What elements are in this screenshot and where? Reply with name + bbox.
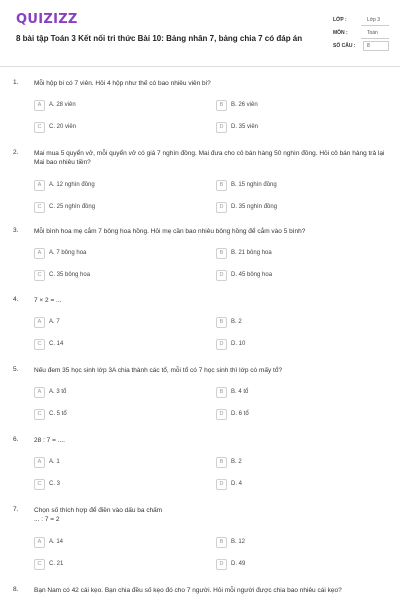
option-text: A. 28 viên bbox=[49, 102, 76, 108]
option-text: A. 3 tổ bbox=[49, 389, 67, 395]
option-letter-box: C bbox=[34, 202, 45, 213]
option-letter-box: C bbox=[34, 339, 45, 350]
option-letter-box: B bbox=[216, 457, 227, 468]
option-text: B. 26 viên bbox=[231, 102, 258, 108]
answer-option-d[interactable] bbox=[216, 479, 382, 492]
option-letter-box: C bbox=[34, 559, 45, 570]
answer-option-d[interactable] bbox=[216, 122, 382, 135]
option-letter-box: B bbox=[216, 317, 227, 328]
answer-option-a[interactable] bbox=[34, 537, 200, 550]
option-letter-box: C bbox=[34, 479, 45, 490]
question-text: 7 × 2 = ... bbox=[34, 297, 62, 304]
option-letter-box: A bbox=[34, 248, 45, 259]
option-letter-box: D bbox=[216, 339, 227, 350]
page-title: 8 bài tập Toán 3 Kết nối tri thức Bài 10: Bảng nhân 7, bảng chia 7 có đáp án bbox=[16, 34, 303, 43]
option-letter-box: B bbox=[216, 537, 227, 548]
option-letter-box: B bbox=[216, 387, 227, 398]
question-number: 7. bbox=[13, 506, 19, 513]
meta-row-so-cau bbox=[333, 40, 389, 53]
option-letter-box: A bbox=[34, 317, 45, 328]
question-number: 3. bbox=[13, 227, 19, 234]
meta-underline bbox=[361, 38, 389, 39]
answer-option-b[interactable] bbox=[216, 248, 382, 261]
option-letter-box: A bbox=[34, 387, 45, 398]
question-number: 2. bbox=[13, 149, 19, 156]
question-text: Nếu đem 35 học sinh lớp 3A chia thành các tổ, mỗi tổ có 7 học sinh thì lớp có mấy tổ? bbox=[34, 367, 283, 374]
quizizz-logo: QUIZIZZ bbox=[16, 12, 78, 27]
answer-option-d[interactable] bbox=[216, 339, 382, 352]
meta-row-lop bbox=[333, 14, 389, 27]
meta-key-mon: MÔN : bbox=[333, 30, 348, 36]
answer-option-c[interactable] bbox=[34, 270, 200, 283]
option-text: D. 6 tổ bbox=[231, 411, 249, 417]
meta-key-so-cau: SỐ CÂU : bbox=[333, 43, 356, 49]
answer-option-d[interactable] bbox=[216, 559, 382, 572]
question-text: Mỗi hộp bi có 7 viên. Hỏi 4 hộp như thế có bao nhiêu viên bi? bbox=[34, 80, 211, 87]
meta-value-so-cau: 8 bbox=[367, 43, 370, 49]
option-text: C. 20 viên bbox=[49, 124, 77, 130]
question-number: 5. bbox=[13, 366, 19, 373]
option-letter-box: D bbox=[216, 122, 227, 133]
question-text: Bạn Nam có 42 cái kẹo. Bạn chia đều số kẹo đó cho 7 người. Hỏi mỗi người được chia bao nhiêu cái kẹo? bbox=[34, 587, 342, 594]
page-header bbox=[0, 0, 400, 64]
option-letter-box: A bbox=[34, 457, 45, 468]
meta-underline bbox=[361, 25, 389, 26]
answer-option-a[interactable] bbox=[34, 100, 200, 113]
option-letter-box: A bbox=[34, 537, 45, 548]
answer-option-b[interactable] bbox=[216, 387, 382, 400]
option-text: A. 1 bbox=[49, 459, 60, 465]
option-text: A. 12 nghìn đồng bbox=[49, 182, 95, 188]
question-number: 4. bbox=[13, 296, 19, 303]
option-letter-box: C bbox=[34, 270, 45, 281]
option-text: B. 15 nghìn đồng bbox=[231, 182, 277, 188]
option-letter-box: D bbox=[216, 409, 227, 420]
option-text: B. 4 tổ bbox=[231, 389, 249, 395]
option-letter-box: B bbox=[216, 248, 227, 259]
option-text: C. 35 bông hoa bbox=[49, 272, 91, 278]
option-text: B. 12 bbox=[231, 539, 246, 545]
option-text: A. 7 bbox=[49, 319, 60, 325]
meta-value-mon: Toán bbox=[367, 30, 378, 36]
option-letter-box: A bbox=[34, 100, 45, 111]
answer-option-a[interactable] bbox=[34, 180, 200, 193]
answer-option-b[interactable] bbox=[216, 100, 382, 113]
option-text: C. 3 bbox=[49, 481, 61, 487]
option-letter-box: C bbox=[34, 409, 45, 420]
option-letter-box: C bbox=[34, 122, 45, 133]
option-text: C. 21 bbox=[49, 561, 64, 567]
answer-option-b[interactable] bbox=[216, 457, 382, 470]
option-text: D. 35 viên bbox=[231, 124, 259, 130]
option-text: D. 45 bông hoa bbox=[231, 272, 273, 278]
option-text: D. 35 nghìn đồng bbox=[231, 204, 278, 210]
option-text: C. 25 nghìn đồng bbox=[49, 204, 96, 210]
answer-option-d[interactable] bbox=[216, 202, 382, 215]
option-letter-box: D bbox=[216, 270, 227, 281]
option-text: B. 21 bông hoa bbox=[231, 250, 272, 256]
answer-option-d[interactable] bbox=[216, 270, 382, 283]
question-number: 6. bbox=[13, 436, 19, 443]
option-letter-box: D bbox=[216, 559, 227, 570]
option-text: A. 7 bông hoa bbox=[49, 250, 87, 256]
option-text: D. 10 bbox=[231, 341, 246, 347]
option-text: B. 2 bbox=[231, 319, 242, 325]
question-text: Mỗi bình hoa mẹ cắm 7 bông hoa hồng. Hỏi mẹ cần bao nhiêu bông hồng để cắm vào 5 bình? bbox=[34, 228, 306, 235]
answer-option-a[interactable] bbox=[34, 457, 200, 470]
option-text: A. 14 bbox=[49, 539, 64, 545]
answer-option-c[interactable] bbox=[34, 122, 200, 135]
answer-option-b[interactable] bbox=[216, 537, 382, 550]
option-text: D. 4 bbox=[231, 481, 243, 487]
answer-option-a[interactable] bbox=[34, 387, 200, 400]
meta-row-mon bbox=[333, 27, 389, 40]
answer-option-c[interactable] bbox=[34, 479, 200, 492]
answer-option-c[interactable] bbox=[34, 409, 200, 422]
question-number: 1. bbox=[13, 79, 19, 86]
option-letter-box: A bbox=[34, 180, 45, 191]
option-letter-box: D bbox=[216, 202, 227, 213]
option-letter-box: B bbox=[216, 180, 227, 191]
option-letter-box: D bbox=[216, 479, 227, 490]
answer-option-c[interactable] bbox=[34, 559, 200, 572]
meta-value-lop: Lớp 3 bbox=[367, 17, 381, 23]
question-number: 8. bbox=[13, 586, 19, 593]
answer-option-c[interactable] bbox=[34, 202, 200, 215]
question-text: Mai mua 5 quyển vở, mỗi quyển vở có giá 7 nghìn đồng. Mai đưa cho cô bán hàng 50 nghìn đồng. Hỏi cô bán hàng trả lại Mai bao nhiêu tiền? bbox=[34, 150, 385, 166]
header-divider bbox=[0, 66, 400, 67]
option-text: D. 49 bbox=[231, 561, 246, 567]
question-text: 28 : 7 = .... bbox=[34, 437, 65, 444]
question-text: Chọn số thích hợp để điền vào dấu ba chấm ... : 7 = 2 bbox=[34, 507, 163, 523]
answer-option-d[interactable] bbox=[216, 409, 382, 422]
option-text: C. 5 tổ bbox=[49, 411, 67, 417]
answer-option-a[interactable] bbox=[34, 317, 200, 330]
option-text: C. 14 bbox=[49, 341, 64, 347]
meta-key-lop: LỚP : bbox=[333, 17, 347, 23]
answer-option-b[interactable] bbox=[216, 180, 382, 193]
meta-panel bbox=[333, 14, 389, 53]
answer-option-a[interactable] bbox=[34, 248, 200, 261]
option-letter-box: B bbox=[216, 100, 227, 111]
answer-option-c[interactable] bbox=[34, 339, 200, 352]
option-text: B. 2 bbox=[231, 459, 242, 465]
answer-option-b[interactable] bbox=[216, 317, 382, 330]
